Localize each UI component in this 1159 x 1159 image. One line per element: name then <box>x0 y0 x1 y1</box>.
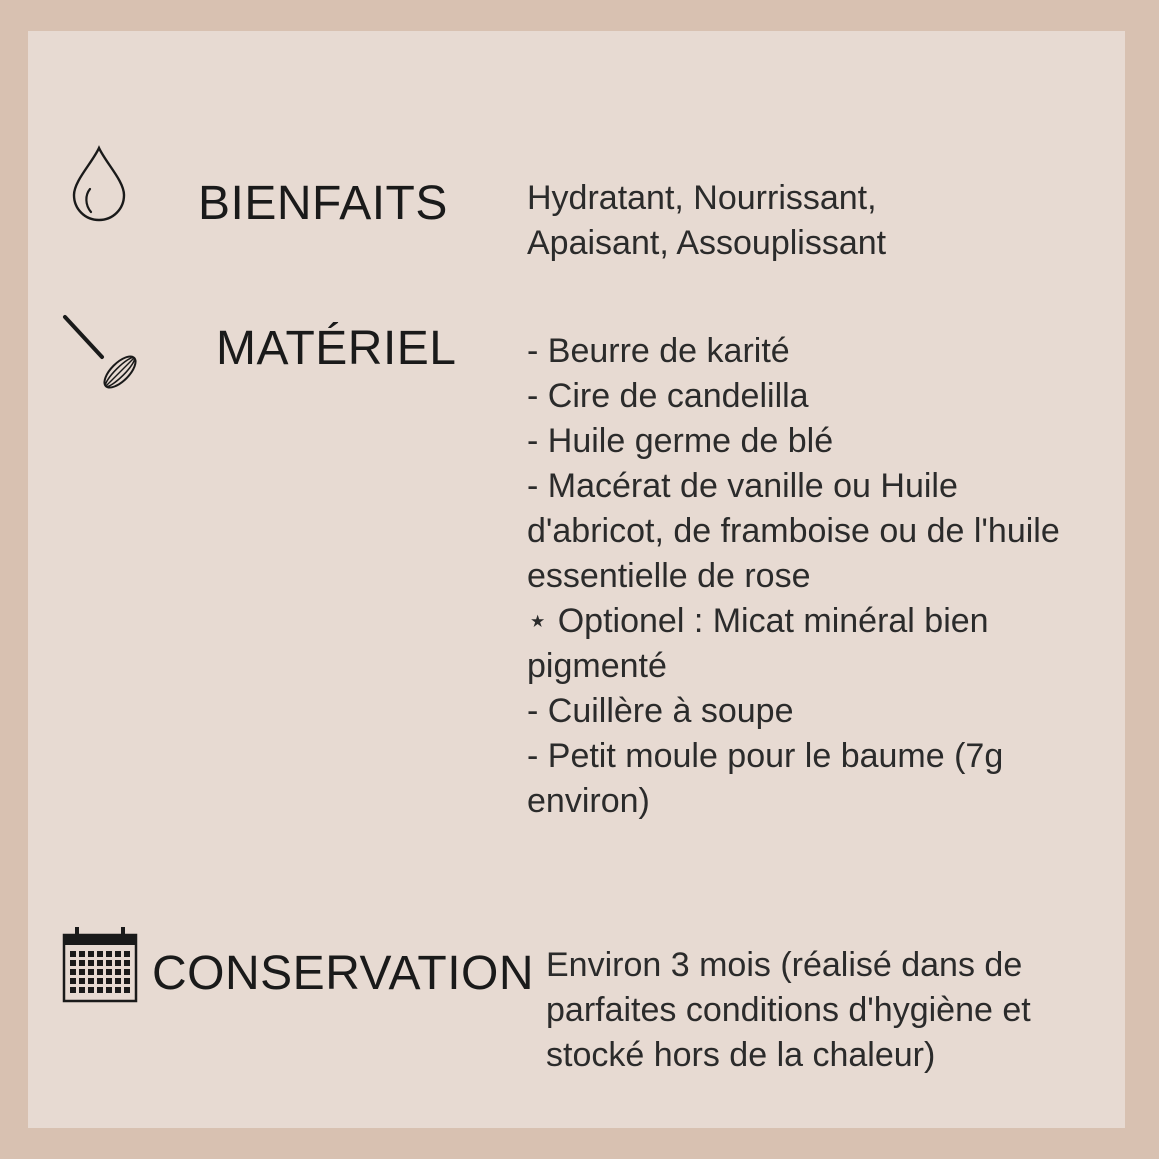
list-item: - Beurre de karité <box>527 332 790 370</box>
list-item: - Macérat de vanille ou Huile <box>527 467 958 505</box>
conservation-heading: CONSERVATION <box>152 947 535 1000</box>
calendar-icon <box>62 925 138 1003</box>
text-line: stocké hors de la chaleur) <box>546 1036 936 1074</box>
list-item: - Cuillère à soupe <box>527 692 794 730</box>
conservation-text <box>546 943 1031 1078</box>
materiel-list <box>527 329 1060 824</box>
text-line: parfaites conditions d'hygiène et <box>546 991 1031 1029</box>
list-item: - Cire de candelilla <box>527 377 809 415</box>
list-item: - Huile germe de blé <box>527 422 834 460</box>
water-drop-icon <box>70 145 128 223</box>
list-item: d'abricot, de framboise ou de l'huile <box>527 512 1060 550</box>
list-item: essentielle de rose <box>527 557 811 595</box>
text-line: Environ 3 mois (réalisé dans de <box>546 946 1023 984</box>
list-item: ⋆ Optionel : Micat minéral bien <box>527 602 989 640</box>
bienfaits-heading: BIENFAITS <box>198 177 448 230</box>
text-line: Hydratant, Nourrissant, <box>527 179 877 217</box>
list-item: environ) <box>527 782 650 820</box>
list-item: pigmenté <box>527 647 667 685</box>
text-line: Apaisant, Assouplissant <box>527 224 887 262</box>
list-item: - Petit moule pour le baume (7g <box>527 737 1004 775</box>
whisk-icon <box>60 312 142 392</box>
bienfaits-text <box>527 176 886 266</box>
materiel-heading: MATÉRIEL <box>216 322 457 375</box>
